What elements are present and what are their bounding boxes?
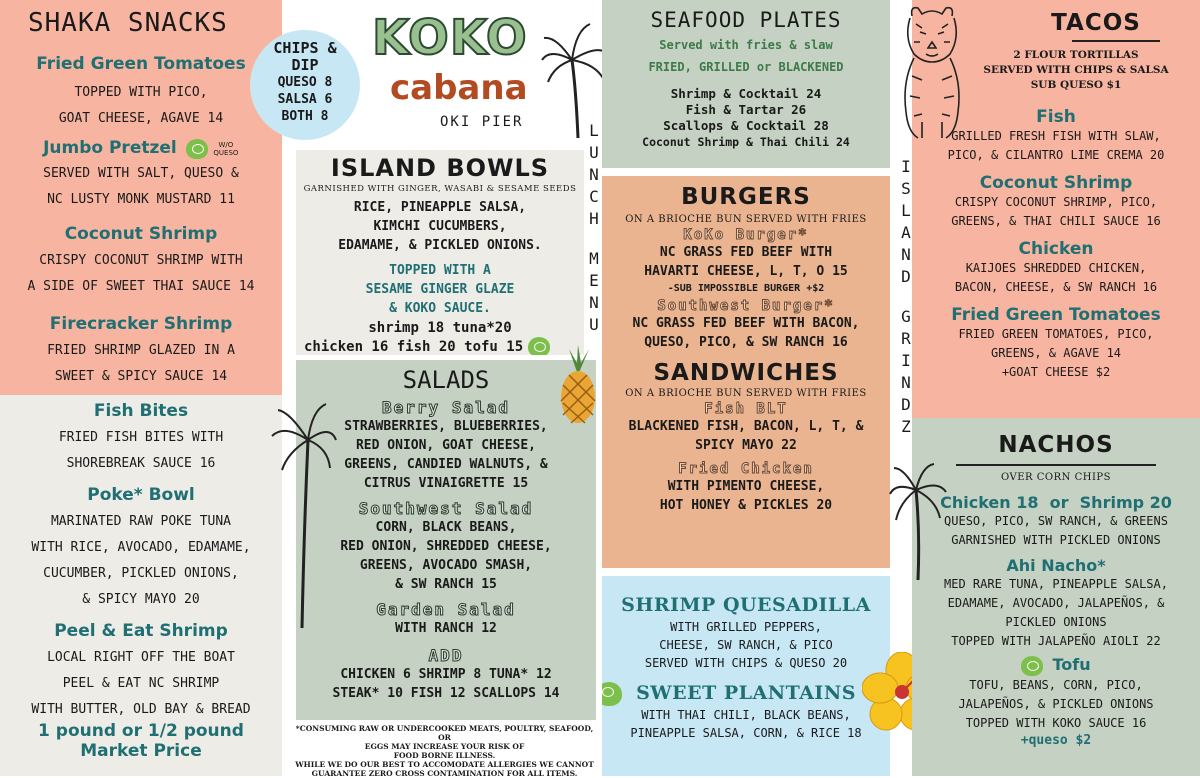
- palm-tree-icon: [888, 462, 948, 582]
- item-desc: TOPPED WITH PICO,: [74, 85, 208, 100]
- item-desc: CITRUS VINAIGRETTE 15: [363, 476, 529, 491]
- seafood-plates-panel: [602, 0, 890, 168]
- bowls-prices: shrimp 18 tuna*20: [368, 320, 512, 336]
- vegan-heart-icon: [1021, 656, 1043, 676]
- palm-tree-icon: [268, 400, 338, 630]
- bowls-garnish: GARNISHED WITH GINGER, WASABI & SESAME SEEDS: [303, 184, 577, 194]
- add-line: CHICKEN 6 SHRIMP 8 TUNA* 12: [340, 667, 552, 682]
- item-desc: BACON, CHEESE, & SW RANCH 16: [954, 280, 1158, 294]
- item-desc: HAVARTI CHEESE, L, T, O 15: [644, 264, 848, 279]
- item-desc: +GOAT CHEESE $2: [1001, 365, 1111, 379]
- salads-panel: [296, 360, 596, 720]
- vertical-letter: U: [589, 315, 599, 334]
- nachos-sub: OVER CORN CHIPS: [1001, 472, 1111, 483]
- item-desc: MARINATED RAW POKE TUNA: [50, 514, 231, 529]
- vertical-letter: I: [901, 351, 911, 370]
- vertical-lunch-menu: [584, 120, 604, 336]
- item-desc: GREENS, & THAI CHILI SAUCE 16: [951, 214, 1161, 228]
- item-desc: GREENS, AVOCADO SMASH,: [359, 558, 533, 573]
- item-desc: & SW RANCH 15: [395, 577, 497, 592]
- disclaimer-line: EGGS MAY INCREASE YOUR RISK OF: [364, 742, 525, 751]
- item-desc: RED ONION, SHREDDED CHEESE,: [340, 539, 552, 554]
- item-desc: CRISPY COCONUT SHRIMP, PICO,: [954, 195, 1158, 209]
- item-desc: SWEET & SPICY SAUCE 14: [54, 369, 228, 384]
- vertical-letter: R: [901, 329, 911, 348]
- item-fried-green-tomatoes: Fried Green Tomatoes: [36, 54, 246, 74]
- disclaimer-line: FOOD BORNE ILLNESS.: [393, 751, 496, 760]
- item-fried-chicken: Fried Chicken: [678, 461, 814, 477]
- add-line: STEAK* 10 FISH 12 SCALLOPS 14: [332, 686, 560, 701]
- quesadilla-title: SHRIMP QUESADILLA: [621, 594, 871, 616]
- tacos-sub: SERVED WITH CHIPS & SALSA: [983, 64, 1169, 76]
- item-desc: SHOREBREAK SAUCE 16: [66, 456, 216, 471]
- left-lower-panel: [0, 395, 282, 776]
- plantains-title: SWEET PLANTAINS: [636, 682, 856, 704]
- item-desc: & SPICY MAYO 20: [82, 592, 200, 607]
- item-desc: WITH RICE, AVOCADO, EDAMAME,: [31, 540, 251, 555]
- item-desc: NC GRASS FED BEEF WITH: [659, 245, 833, 260]
- item-desc: RED ONION, GOAT CHEESE,: [355, 438, 536, 453]
- item-desc: WITH RANCH 12: [395, 621, 497, 636]
- taco-chicken: Chicken: [1018, 239, 1094, 259]
- koko-cabana-logo: [360, 10, 560, 140]
- market-price-label: Market Price: [80, 741, 202, 761]
- taco-fried-green-tomatoes: Fried Green Tomatoes: [951, 305, 1161, 325]
- vertical-letter: Z: [901, 417, 911, 436]
- seafood-sub1: Served with fries & slaw: [659, 38, 833, 52]
- nacho-chicken-shrimp: Chicken 18 or Shrimp 20: [940, 493, 1172, 512]
- item-desc: NC GRASS FED BEEF WITH BACON,: [632, 316, 860, 331]
- item-desc: HOT HONEY & PICKLES 20: [659, 498, 833, 513]
- item-desc: STRAWBERRIES, BLUEBERRIES,: [344, 419, 548, 434]
- sandwiches-title: SANDWICHES: [653, 360, 839, 386]
- item-desc: GREENS, CANDIED WALNUTS, &: [344, 457, 548, 472]
- item-southwest-salad: Southwest Salad: [358, 499, 534, 518]
- item-desc: NC LUSTY MONK MUSTARD 11: [47, 191, 235, 207]
- item-desc: SPICY MAYO 22: [695, 438, 797, 453]
- vertical-letter: N: [901, 373, 911, 392]
- item-desc: TOFU, BEANS, CORN, PICO,: [969, 677, 1143, 692]
- quesadilla-panel: [602, 576, 890, 776]
- vertical-letter: U: [589, 143, 599, 162]
- item-desc: GARNISHED WITH PICKLED ONIONS: [951, 533, 1161, 547]
- item-desc: CRISPY COCONUT SHRIMP WITH: [39, 253, 243, 268]
- bowls-topped: & KOKO SAUCE.: [389, 301, 491, 316]
- item-desc: LOCAL RIGHT OFF THE BOAT: [47, 650, 235, 665]
- vegan-heart-icon: [186, 139, 208, 159]
- item-fish-bites: Fish Bites: [93, 401, 189, 421]
- vertical-letter: E: [589, 271, 599, 290]
- item-desc: CHEESE, SW RANCH, & PICO: [659, 638, 833, 652]
- chips-line: SALSA 6: [277, 92, 333, 107]
- nacho-ahi: Ahi Nacho*: [1006, 556, 1106, 575]
- item-desc: WITH THAI CHILI, BLACK BEANS,: [641, 708, 851, 722]
- vertical-letter: S: [901, 179, 911, 198]
- vertical-letter: A: [901, 223, 911, 242]
- seafood-sub2: FRIED, GRILLED or BLACKENED: [648, 60, 844, 74]
- tacos-sub: SUB QUESO $1: [1030, 79, 1122, 91]
- item-desc: TOPPED WITH JALAPEÑO AIOLI 22: [951, 634, 1161, 648]
- salads-title: SALADS: [402, 366, 490, 394]
- nachos-title: NACHOS: [998, 432, 1114, 458]
- pineapple-icon: [555, 345, 601, 425]
- item-desc: GOAT CHEESE, AGAVE 14: [58, 111, 224, 126]
- item-desc: QUESO, PICO, SW RANCH, & GREENS: [944, 514, 1168, 528]
- tiger-icon: [892, 2, 970, 142]
- bowls-base: EDAMAME, & PICKLED ONIONS.: [338, 238, 542, 253]
- nacho-tofu: Tofu: [1052, 655, 1091, 674]
- vertical-letter: M: [589, 249, 599, 268]
- seafood-title: SEAFOOD PLATES: [650, 8, 842, 32]
- market-price-line: 1 pound or 1/2 pound: [38, 721, 244, 741]
- item-garden-salad: Garden Salad: [376, 600, 516, 619]
- item-desc: EDAMAME, AVOCADO, JALAPEÑOS, &: [947, 596, 1165, 610]
- seafood-item: Shrimp & Cocktail 24: [670, 86, 822, 101]
- tofu-queso-extra: +queso $2: [1020, 732, 1092, 748]
- disclaimer-line: GUARANTEE ZERO CROSS CONTAMINATION FOR ALL ITEMS.: [311, 769, 578, 778]
- disclaimer-line: WHILE WE DO OUR BEST TO ACCOMODATE ALLERGIES WE CANNOT: [295, 760, 594, 769]
- vegan-heart-icon: [602, 682, 622, 706]
- vertical-letter: C: [589, 187, 599, 206]
- bowls-base: KIMCHI CUCUMBERS,: [373, 219, 507, 234]
- vegan-heart-icon: [528, 337, 550, 356]
- bowls-base: RICE, PINEAPPLE SALSA,: [353, 200, 527, 215]
- item-desc: CORN, BLACK BEANS,: [375, 520, 517, 535]
- disclaimer-line: *CONSUMING RAW OR UNDERCOOKED MEATS, POULTRY, SEAFOOD, OR: [295, 724, 594, 742]
- chips-line: BOTH 8: [281, 109, 329, 124]
- item-desc: GREENS, & AGAVE 14: [990, 346, 1122, 360]
- item-desc: WITH GRILLED PEPPERS,: [670, 620, 822, 634]
- item-jumbo-pretzel: Jumbo Pretzel: [43, 138, 177, 158]
- item-koko-burger: KoKo Burger*: [683, 227, 809, 243]
- shaka-snacks-panel: [0, 0, 282, 395]
- item-desc: CUCUMBER, PICKLED ONIONS,: [43, 566, 239, 581]
- taco-fish: Fish: [1036, 107, 1076, 127]
- vertical-letter: N: [589, 165, 599, 184]
- bowls-topped: TOPPED WITH A: [389, 263, 491, 278]
- item-desc: KAIJOES SHREDDED CHICKEN,: [965, 261, 1147, 275]
- bowls-topped: SESAME GINGER GLAZE: [365, 282, 515, 297]
- item-desc: WITH BUTTER, OLD BAY & BREAD: [31, 702, 251, 717]
- vertical-letter: N: [589, 293, 599, 312]
- item-desc: SERVED WITH CHIPS & QUESO 20: [644, 656, 848, 670]
- taco-coconut-shrimp: Coconut Shrimp: [979, 173, 1133, 193]
- item-poke-bowl: Poke* Bowl: [87, 485, 195, 505]
- vertical-letter: G: [901, 307, 911, 326]
- seafood-item: Fish & Tartar 26: [685, 102, 807, 117]
- seafood-item: Scallops & Cocktail 28: [663, 118, 829, 133]
- shaka-snacks-title: SHAKA SNACKS: [28, 8, 228, 38]
- item-desc: WITH PIMENTO CHEESE,: [667, 479, 825, 494]
- item-coconut-shrimp: Coconut Shrimp: [64, 224, 218, 244]
- vertical-letter: N: [901, 245, 911, 264]
- item-desc: PEEL & EAT NC SHRIMP: [62, 676, 220, 691]
- item-desc: QUESO, PICO, & SW RANCH 16: [644, 335, 848, 350]
- vertical-letter: D: [901, 395, 911, 414]
- chips-line: CHIPS &: [273, 39, 337, 57]
- burgers-sub: ON A BRIOCHE BUN SERVED WITH FRIES: [625, 214, 867, 225]
- burgers-sandwiches-panel: [602, 176, 890, 568]
- impossible-burger-note: -SUB IMPOSSIBLE BURGER +$2: [667, 283, 825, 294]
- item-desc: PICKLED ONIONS: [1005, 615, 1107, 629]
- item-desc: PICO, & CILANTRO LIME CREMA 20: [947, 148, 1165, 162]
- sandwiches-sub: ON A BRIOCHE BUN SERVED WITH FRIES: [625, 388, 867, 399]
- logo-oki-pier: OKI PIER: [440, 114, 524, 130]
- item-desc: PINEAPPLE SALSA, CORN, & RICE 18: [630, 726, 862, 740]
- vertical-letter: I: [901, 157, 911, 176]
- item-desc: TOPPED WITH KOKO SAUCE 16: [965, 715, 1147, 730]
- vertical-letter: L: [901, 201, 911, 220]
- chips-line: DIP: [291, 56, 319, 74]
- nachos-panel: [912, 418, 1200, 776]
- vertical-letter: L: [589, 121, 599, 140]
- logo-koko: KOKO: [372, 10, 528, 66]
- item-desc: FRIED SHRIMP GLAZED IN A: [47, 343, 235, 358]
- item-desc: JALAPEÑOS, & PICKLED ONIONS: [958, 696, 1154, 711]
- item-desc: FRIED GREEN TOMATOES, PICO,: [958, 327, 1154, 341]
- seafood-item: Coconut Shrimp & Thai Chili 24: [642, 135, 850, 149]
- vertical-letter: H: [589, 209, 599, 228]
- chips-line: QUESO 8: [277, 75, 333, 90]
- item-fish-blt: Fish BLT: [704, 401, 788, 417]
- item-southwest-burger: Southwest Burger*: [657, 298, 835, 314]
- item-desc: A SIDE OF SWEET THAI SAUCE 14: [27, 279, 255, 294]
- vertical-letter: D: [901, 267, 911, 286]
- add-title: ADD: [428, 646, 464, 665]
- tacos-title: TACOS: [1051, 10, 1141, 36]
- allergy-disclaimer: [292, 724, 597, 778]
- item-desc: MED RARE TUNA, PINEAPPLE SALSA,: [944, 577, 1168, 591]
- item-desc: GRILLED FRESH FISH WITH SLAW,: [951, 129, 1161, 143]
- burgers-title: BURGERS: [681, 184, 811, 210]
- item-desc: SERVED WITH SALT, QUESO &: [43, 165, 239, 181]
- item-desc: FRIED FISH BITES WITH: [58, 430, 224, 445]
- pretzel-note: W/O QUESO: [213, 140, 239, 157]
- tacos-sub: 2 FLOUR TORTILLAS: [1013, 49, 1139, 61]
- item-berry-salad: Berry Salad: [382, 398, 510, 417]
- item-desc: BLACKENED FISH, BACON, L, T, &: [628, 419, 864, 434]
- island-bowls-title: ISLAND BOWLS: [330, 154, 550, 182]
- logo-cabana: cabana: [390, 68, 528, 108]
- chips-dip-badge: [250, 30, 360, 140]
- bowls-prices: chicken 16 fish 20 tofu 15: [304, 339, 524, 355]
- island-bowls-panel: [296, 150, 584, 355]
- item-peel-eat-shrimp: Peel & Eat Shrimp: [54, 621, 228, 641]
- item-firecracker-shrimp: Firecracker Shrimp: [49, 314, 233, 334]
